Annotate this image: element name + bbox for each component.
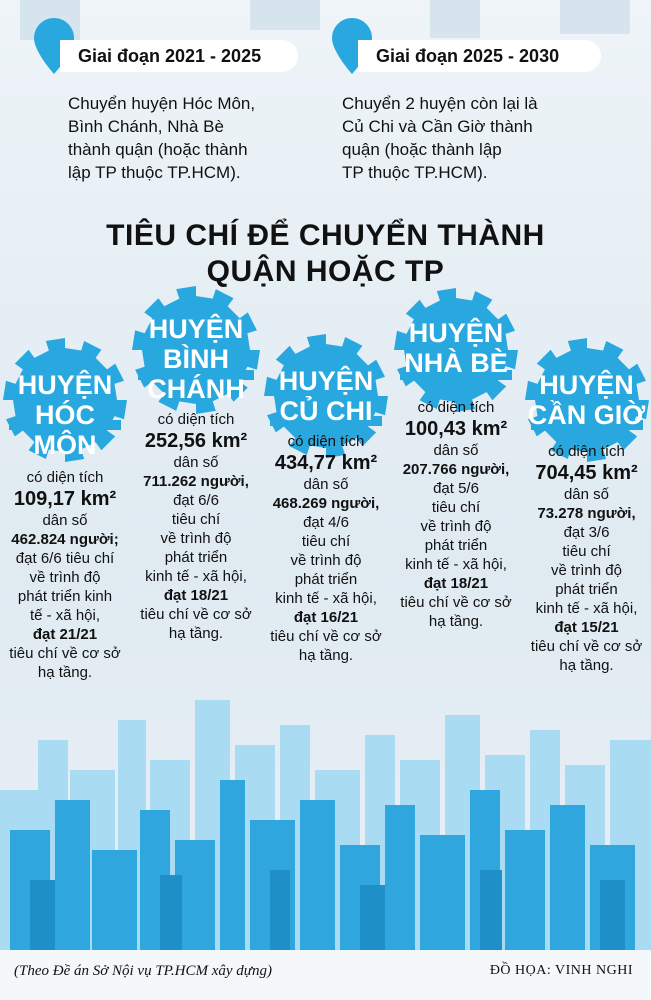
criteria-line: đạt 21/21 (32, 626, 98, 643)
criteria-line: tiêu chí về cơ sở (9, 645, 121, 662)
phase-2-line: quận (hoặc thành lập (342, 140, 502, 159)
criteria-line: tiêu chí về cơ sở (400, 594, 512, 611)
population-label: dân số (303, 476, 349, 493)
population-label: dân số (42, 512, 88, 529)
criteria-line: đạt 6/6 tiêu chí (15, 550, 115, 567)
district-name (0, 370, 130, 460)
district-name-line: CẦN GIỜ (527, 400, 646, 430)
criteria-line: tiêu chí về cơ sở (270, 628, 382, 645)
area-value: 434,77 km² (274, 452, 378, 474)
criteria-line: tiêu chí về cơ sở (140, 606, 252, 623)
population-label: dân số (173, 454, 219, 471)
area-value: 109,17 km² (13, 488, 117, 510)
criteria-line: phát triển (424, 537, 488, 554)
district-name-line: HUYỆN (148, 314, 244, 344)
district-name (132, 314, 260, 404)
criteria-line: đạt 18/21 (163, 587, 229, 604)
population-value: 468.269 người, (272, 495, 380, 512)
district-info (0, 468, 130, 682)
area-value: 100,43 km² (404, 418, 508, 440)
district-name (522, 370, 651, 430)
criteria-line: kinh tế - xã hội, (405, 556, 507, 573)
district-nha-be (392, 318, 520, 631)
population-label: dân số (433, 442, 479, 459)
criteria-line: đạt 15/21 (554, 619, 619, 636)
criteria-line: tiêu chí (431, 499, 481, 516)
criteria-line: phát triển (555, 581, 618, 598)
district-cu-chi (262, 366, 390, 665)
criteria-line: về trình độ (29, 569, 101, 586)
phase-1-line: lập TP thuộc TP.HCM). (68, 163, 241, 182)
phase-1-line: Bình Chánh, Nhà Bè (68, 117, 224, 136)
criteria-line: tiêu chí về cơ sở (530, 638, 643, 655)
district-can-gio (522, 370, 651, 675)
district-hoc-mon (0, 370, 130, 682)
district-info (132, 410, 260, 643)
area-label: có diện tích (26, 469, 104, 486)
district-name-line: CHÁNH (147, 374, 245, 404)
criteria-line: về trình độ (551, 562, 622, 579)
population-value: 462.824 người; (11, 531, 119, 548)
criteria-line: về trình độ (160, 530, 232, 547)
criteria-line: kinh tế - xã hội, (535, 600, 638, 617)
district-name (262, 366, 390, 426)
area-value: 252,56 km² (144, 430, 248, 452)
district-name-line: HUYỆN (539, 370, 634, 400)
district-name-line: NHÀ BÈ (404, 348, 508, 378)
criteria-line: hạ tầng. (298, 647, 354, 664)
area-label: có diện tích (157, 411, 235, 428)
criteria-line: hạ tầng. (168, 625, 224, 642)
criteria-line: tế - xã hội, (29, 607, 101, 624)
phase-2-label: Giai đoạn 2025 - 2030 (358, 40, 601, 72)
phase-2-line: Củ Chi và Cần Giờ thành (342, 117, 533, 136)
criteria-line: đạt 5/6 (433, 480, 479, 497)
criteria-line: đạt 18/21 (423, 575, 489, 592)
criteria-line: hạ tầng. (559, 657, 614, 674)
criteria-line: tiêu chí (301, 533, 351, 550)
criteria-line: tiêu chí (562, 543, 611, 560)
criteria-line: đạt 6/6 (173, 492, 219, 509)
phase-1-label: Giai đoạn 2021 - 2025 (60, 40, 298, 72)
criteria-line: đạt 3/6 (563, 524, 610, 541)
district-binh-chanh (132, 314, 260, 643)
district-name-line: HUYỆN (17, 370, 113, 400)
graphic-credit: ĐỒ HỌA: VINH NGHI (489, 963, 633, 978)
population-value: 711.262 người, (143, 473, 249, 490)
criteria-line: về trình độ (290, 552, 362, 569)
population-value: 73.278 người, (537, 505, 636, 522)
criteria-line: phát triển (164, 549, 228, 566)
criteria-line: tiêu chí (171, 511, 221, 528)
criteria-line: đạt 16/21 (293, 609, 359, 626)
criteria-line: kinh tế - xã hội, (275, 590, 377, 607)
district-info (522, 442, 651, 675)
criteria-line: về trình độ (420, 518, 492, 535)
phase-1-line: Chuyển huyện Hóc Môn, (68, 94, 256, 113)
population-label: dân số (563, 486, 610, 503)
area-label: có diện tích (417, 399, 495, 416)
criteria-line: hạ tầng. (428, 613, 484, 630)
district-name-line: HÓC MÔN (33, 400, 97, 460)
district-name-line: HUYỆN (408, 318, 504, 348)
criteria-line: kinh tế - xã hội, (145, 568, 247, 585)
district-info (392, 398, 520, 631)
district-name-line: BÌNH (163, 344, 229, 374)
district-name (392, 318, 520, 378)
source-note: (Theo Đề án Sở Nội vụ TP.HCM xây dựng) (14, 963, 272, 979)
criteria-line: phát triển (294, 571, 358, 588)
phase-2-line: Chuyển 2 huyện còn lại là (342, 94, 538, 113)
title-line-1: TIÊU CHÍ ĐỂ CHUYỂN THÀNH (106, 219, 545, 252)
district-info (262, 432, 390, 665)
district-name-line: CỦ CHI (279, 396, 373, 426)
district-name-line: HUYỆN (278, 366, 374, 396)
area-label: có diện tích (287, 433, 365, 450)
criteria-line: hạ tầng. (37, 664, 93, 681)
area-label: có diện tích (548, 443, 625, 460)
title-line-2: QUẬN HOẶC TP (206, 255, 445, 288)
area-value: 704,45 km² (535, 462, 638, 484)
criteria-line: phát triển kinh (17, 588, 113, 605)
phase-1-line: thành quận (hoặc thành (68, 140, 248, 159)
criteria-line: đạt 4/6 (303, 514, 349, 531)
phase-2-line: TP thuộc TP.HCM). (342, 163, 488, 182)
population-value: 207.766 người, (402, 461, 510, 478)
